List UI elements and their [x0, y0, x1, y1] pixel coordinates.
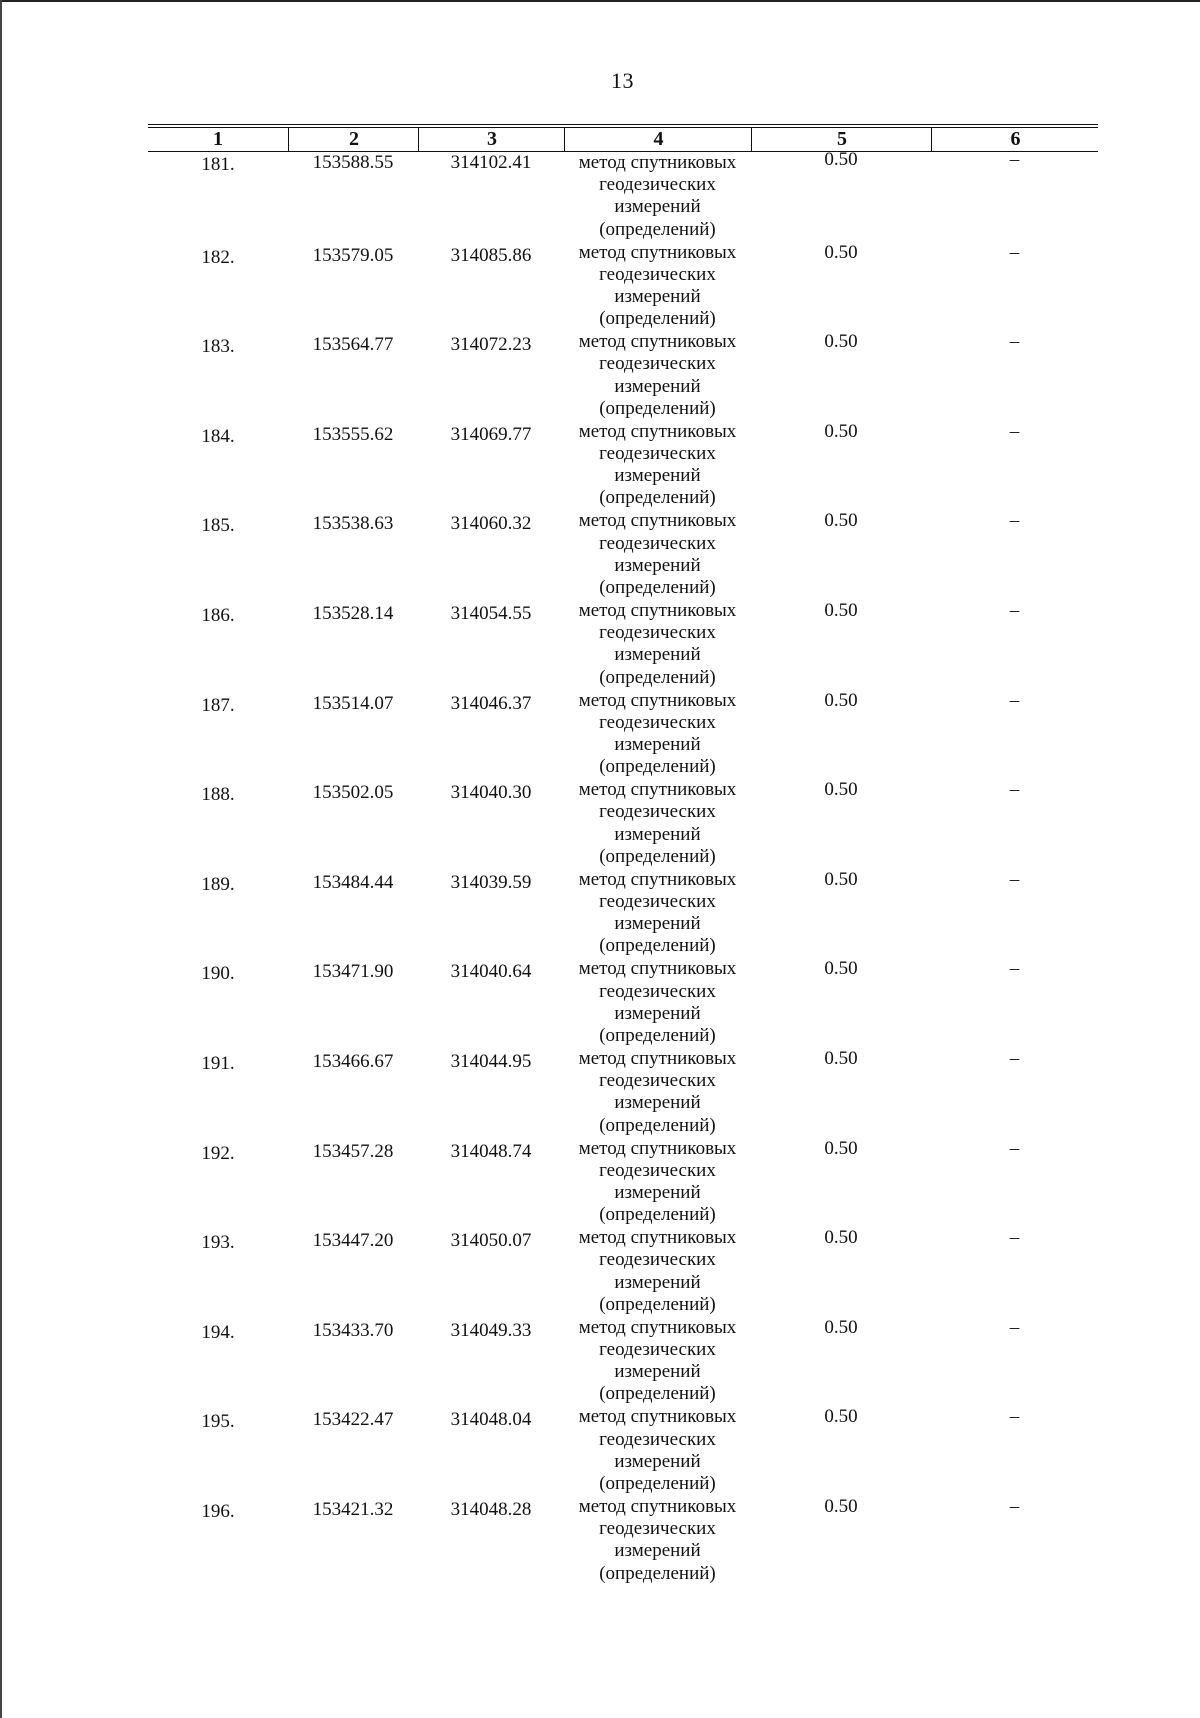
- table-row: [148, 242, 1098, 332]
- method-line: метод спутниковых: [578, 420, 737, 442]
- method-line: метод спутниковых: [578, 868, 737, 890]
- method-line: (определений): [599, 576, 716, 598]
- table-row: [148, 149, 1098, 242]
- method-line: (определений): [599, 1293, 716, 1315]
- accuracy-value: 0.50: [824, 1047, 858, 1069]
- point-number: 196.: [201, 1500, 235, 1522]
- method-description: [564, 1048, 751, 1137]
- column-header-3: 3: [418, 128, 565, 151]
- description-dash: [931, 1048, 1098, 1070]
- coordinate-y: 314085.86: [450, 244, 532, 266]
- method-line: измерений: [614, 1092, 701, 1114]
- point-number: 190.: [201, 963, 235, 985]
- dash-text: –: [1009, 1495, 1020, 1517]
- method-line: геодезических: [599, 263, 716, 285]
- dash-text: –: [1009, 958, 1020, 980]
- method-line: измерений: [614, 1002, 701, 1024]
- point-number: 188.: [201, 784, 235, 806]
- method-description: [564, 869, 751, 958]
- method-line: геодезических: [599, 1249, 716, 1271]
- method-line: геодезических: [599, 711, 716, 733]
- coordinate-x: 153502.05: [312, 782, 394, 804]
- description-dash: [931, 869, 1098, 891]
- method-line: метод спутниковых: [578, 510, 737, 532]
- dash-text: –: [1009, 1316, 1020, 1338]
- accuracy-value: 0.50: [824, 331, 858, 353]
- accuracy-value: 0.50: [824, 1316, 858, 1338]
- column-header-5: 5: [751, 128, 932, 151]
- method-line: измерений: [614, 286, 701, 307]
- method-line: геодезических: [599, 174, 716, 196]
- description-dash: [931, 331, 1098, 353]
- method-line: метод спутниковых: [578, 1495, 737, 1517]
- scan-border-left: [0, 0, 2, 1718]
- dash-text: –: [1009, 149, 1020, 170]
- dash-text: –: [1009, 868, 1020, 890]
- coordinate-x: 153514.07: [312, 692, 394, 714]
- coordinate-y: 314054.55: [450, 602, 532, 624]
- header-top-rule: [148, 124, 1098, 125]
- dash-text: –: [1009, 599, 1020, 621]
- dash-text: –: [1009, 779, 1020, 801]
- table-row: [148, 1048, 1098, 1138]
- method-line: метод спутниковых: [578, 1406, 737, 1428]
- method-line: (определений): [599, 666, 716, 688]
- description-dash: [931, 690, 1098, 712]
- method-line: (определений): [599, 487, 716, 509]
- method-line: метод спутниковых: [578, 1227, 737, 1249]
- coordinate-x: 153433.70: [312, 1319, 394, 1341]
- method-line: (определений): [599, 1383, 716, 1405]
- coordinate-y: 314040.64: [450, 961, 532, 983]
- coordinate-x: 153538.63: [312, 513, 394, 535]
- accuracy-value: 0.50: [824, 1495, 858, 1517]
- method-line: геодезических: [599, 353, 716, 375]
- method-description: [564, 958, 751, 1047]
- coordinate-x: 153555.62: [312, 423, 394, 445]
- accuracy-value: 0.50: [824, 149, 858, 170]
- coordinates-table: [148, 127, 1098, 1586]
- method-line: метод спутниковых: [578, 241, 737, 263]
- method-line: измерений: [614, 1361, 701, 1383]
- description-dash: [931, 1496, 1098, 1518]
- description-dash: [931, 1138, 1098, 1160]
- table-row: [148, 510, 1098, 600]
- point-number: 192.: [201, 1142, 235, 1164]
- coordinate-x: 153422.47: [312, 1409, 394, 1431]
- method-line: (определений): [599, 1204, 716, 1226]
- method-line: геодезических: [599, 1518, 716, 1540]
- dash-text: –: [1009, 1137, 1020, 1159]
- method-line: метод спутниковых: [578, 689, 737, 711]
- method-description: [564, 779, 751, 868]
- method-description: [564, 1406, 751, 1495]
- table-row: [148, 1496, 1098, 1586]
- method-line: геодезических: [599, 890, 716, 912]
- coordinate-x: 153484.44: [312, 871, 394, 893]
- method-line: метод спутниковых: [578, 1047, 737, 1069]
- dash-text: –: [1009, 1047, 1020, 1069]
- table-row: [148, 600, 1098, 690]
- method-line: метод спутниковых: [578, 599, 737, 621]
- dash-text: –: [1009, 1227, 1020, 1249]
- method-line: измерений: [614, 196, 701, 218]
- dash-text: –: [1009, 331, 1020, 353]
- point-number: 191.: [201, 1052, 235, 1074]
- coordinate-x: 153447.20: [312, 1230, 394, 1252]
- dash-text: –: [1009, 420, 1020, 442]
- method-line: измерений: [614, 375, 701, 397]
- point-number: 183.: [201, 336, 235, 358]
- coordinate-y: 314039.59: [450, 871, 532, 893]
- coordinate-y: 314040.30: [450, 782, 532, 804]
- method-description: [564, 152, 751, 241]
- accuracy-value: 0.50: [824, 510, 858, 532]
- coordinate-y: 314060.32: [450, 513, 532, 535]
- method-description: [564, 1227, 751, 1316]
- method-line: измерений: [614, 733, 701, 755]
- method-line: геодезических: [599, 532, 716, 554]
- method-line: метод спутниковых: [578, 1316, 737, 1338]
- accuracy-value: 0.50: [824, 779, 858, 801]
- point-number: 193.: [201, 1232, 235, 1254]
- dash-text: –: [1009, 241, 1020, 263]
- method-line: (определений): [599, 935, 716, 957]
- description-dash: [931, 779, 1098, 801]
- coordinate-y: 314046.37: [450, 692, 532, 714]
- table-row: [148, 1227, 1098, 1317]
- method-line: геодезических: [599, 1070, 716, 1092]
- method-line: геодезических: [599, 1159, 716, 1181]
- method-description: [564, 1496, 751, 1585]
- accuracy-value: 0.50: [824, 599, 858, 621]
- method-description: [564, 600, 751, 689]
- table-row: [148, 690, 1098, 780]
- table-row: [148, 958, 1098, 1048]
- description-dash: [931, 1317, 1098, 1339]
- description-dash: [931, 1406, 1098, 1428]
- accuracy-value: 0.50: [824, 1406, 858, 1428]
- coordinate-x: 153421.32: [312, 1498, 394, 1520]
- description-dash: [931, 958, 1098, 980]
- coordinate-y: 314102.41: [450, 152, 532, 173]
- column-header-2: 2: [288, 128, 419, 151]
- method-line: измерений: [614, 1450, 701, 1472]
- page-number: 13: [611, 68, 634, 93]
- coordinate-y: 314049.33: [450, 1319, 532, 1341]
- method-line: (определений): [599, 218, 716, 240]
- point-number: 185.: [201, 515, 235, 537]
- point-number: 189.: [201, 873, 235, 895]
- coordinate-y: 314048.74: [450, 1140, 532, 1162]
- method-line: измерений: [614, 465, 701, 487]
- method-line: измерений: [614, 554, 701, 576]
- table-body: [148, 149, 1098, 1586]
- accuracy-value: 0.50: [824, 868, 858, 890]
- coordinate-y: 314050.07: [450, 1230, 532, 1252]
- method-description: [564, 242, 751, 331]
- method-line: (определений): [599, 1024, 716, 1046]
- method-description: [564, 331, 751, 420]
- coordinate-y: 314044.95: [450, 1050, 532, 1072]
- accuracy-value: 0.50: [824, 1137, 858, 1159]
- point-number: 194.: [201, 1321, 235, 1343]
- method-line: метод спутниковых: [578, 1137, 737, 1159]
- point-number: 182.: [201, 246, 235, 268]
- method-line: измерений: [614, 1271, 701, 1293]
- coordinate-y: 314069.77: [450, 423, 532, 445]
- coordinate-x: 153564.77: [312, 334, 394, 356]
- method-line: (определений): [599, 1562, 716, 1584]
- accuracy-value: 0.50: [824, 689, 858, 711]
- method-description: [564, 421, 751, 510]
- coordinate-x: 153579.05: [312, 244, 394, 266]
- method-line: геодезических: [599, 801, 716, 823]
- description-dash: [931, 149, 1098, 171]
- method-line: измерений: [614, 644, 701, 666]
- coordinate-x: 153588.55: [312, 152, 394, 173]
- method-line: геодезических: [599, 1428, 716, 1450]
- method-line: (определений): [599, 756, 716, 778]
- table-row: [148, 1138, 1098, 1228]
- method-line: измерений: [614, 823, 701, 845]
- coordinate-x: 153528.14: [312, 602, 394, 624]
- method-description: [564, 510, 751, 599]
- description-dash: [931, 1227, 1098, 1249]
- column-header-1: 1: [213, 128, 223, 150]
- point-number: 187.: [201, 694, 235, 716]
- method-description: [564, 690, 751, 779]
- accuracy-value: 0.50: [824, 958, 858, 980]
- scan-border-top: [0, 0, 1200, 2]
- method-line: (определений): [599, 308, 716, 330]
- method-line: измерений: [614, 1181, 701, 1203]
- description-dash: [931, 600, 1098, 622]
- method-line: геодезических: [599, 622, 716, 644]
- point-number: 184.: [201, 425, 235, 447]
- point-number: 186.: [201, 604, 235, 626]
- method-line: метод спутниковых: [578, 331, 737, 353]
- method-line: измерений: [614, 913, 701, 935]
- method-line: измерений: [614, 1540, 701, 1562]
- point-number: 195.: [201, 1411, 235, 1433]
- accuracy-value: 0.50: [824, 1227, 858, 1249]
- coordinate-x: 153471.90: [312, 961, 394, 983]
- method-line: (определений): [599, 1472, 716, 1494]
- table-row: [148, 1317, 1098, 1407]
- accuracy-value: 0.50: [824, 241, 858, 263]
- method-line: метод спутниковых: [578, 958, 737, 980]
- accuracy-value: 0.50: [824, 420, 858, 442]
- column-header-4: 4: [564, 128, 752, 151]
- method-description: [564, 1317, 751, 1406]
- dash-text: –: [1009, 689, 1020, 711]
- method-line: метод спутниковых: [578, 779, 737, 801]
- coordinate-x: 153457.28: [312, 1140, 394, 1162]
- method-line: метод спутниковых: [578, 152, 737, 173]
- point-number: 181.: [201, 154, 235, 175]
- description-dash: [931, 421, 1098, 443]
- description-dash: [931, 242, 1098, 264]
- coordinate-y: 314072.23: [450, 334, 532, 356]
- table-row: [148, 1406, 1098, 1496]
- table-row: [148, 331, 1098, 421]
- method-line: геодезических: [599, 442, 716, 464]
- coordinate-x: 153466.67: [312, 1050, 394, 1072]
- coordinate-y: 314048.04: [450, 1409, 532, 1431]
- table-row: [148, 421, 1098, 511]
- method-line: (определений): [599, 1114, 716, 1136]
- dash-text: –: [1009, 1406, 1020, 1428]
- method-line: (определений): [599, 397, 716, 419]
- method-description: [564, 1138, 751, 1227]
- method-line: геодезических: [599, 1338, 716, 1360]
- dash-text: –: [1009, 510, 1020, 532]
- coordinate-y: 314048.28: [450, 1498, 532, 1520]
- method-line: геодезических: [599, 980, 716, 1002]
- table-row: [148, 869, 1098, 959]
- description-dash: [931, 510, 1098, 532]
- column-header-6: 6: [931, 128, 1099, 151]
- method-line: (определений): [599, 845, 716, 867]
- table-row: [148, 779, 1098, 869]
